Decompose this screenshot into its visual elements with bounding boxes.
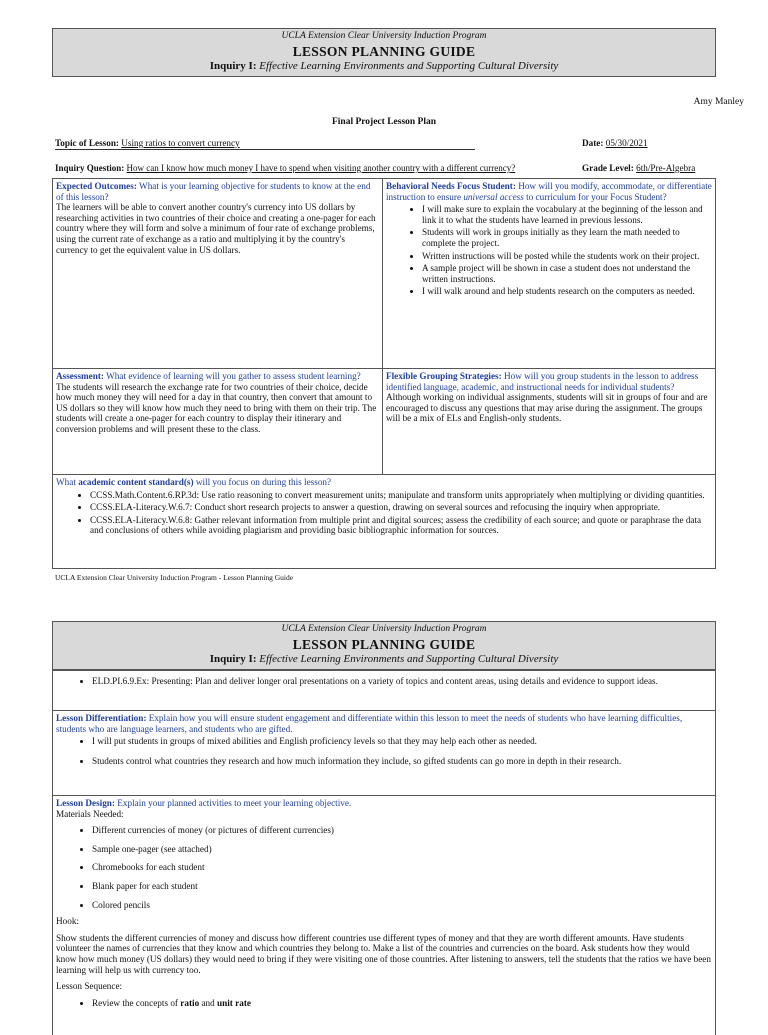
behavioral-prompt-em: universal access [463, 191, 524, 202]
hook-body: Show students the different currencies of money and discuss how different countries use different types of money and that they are worth different amounts. Have students volunteer the names of currencies that they know and which countries they belong to. Make a list of the countries and currencies on the board. Ask students how they would know how much money (US dollars) they would need to bring if they were visiting one of those countries. After listening to answers, tell the students that the ratios we have been learning will help us with currency too. [56, 932, 711, 975]
page-title-2: LESSON PLANNING GUIDE [292, 637, 476, 652]
lesson-design-prompt: Explain your planned activities to meet your learning objective. [117, 798, 352, 808]
topic-label: Topic of Lesson: [55, 138, 119, 148]
inquiry-question-label: Inquiry Question: [55, 163, 125, 173]
differentiation-prompt: Explain how you will ensure student engagement and differentiate within this lesson to meet the needs of students who have learning difficulties, students who are language learners, and students who are gifted. [56, 713, 683, 734]
hook-label: Hook: [56, 916, 79, 927]
list-item: • ELD.PI.6.9.Ex: Presenting: Plan and deliver longer oral presentations on a variety of topics and content areas, using details and evidence to support ideas. [92, 676, 712, 687]
behavioral-prompt-a: How will you modify, accommodate, or differentiate instruction to ensure [386, 181, 712, 202]
expected-outcomes-body: The learners will be able to convert another country's currency into US dollars by researching activities in two countries of their choice and creating a one-pager for each country where they will form and solve a minimum of four rate of exchange problems, using the current rate of exchange as a ratio and multiplying it by the country's currency to get the equivalent value in US dollars. [56, 202, 376, 255]
topic-value: Using ratios to convert currency [121, 138, 240, 148]
list-item: • CCSS.ELA-Literacy.W.6.7: Conduct short research projects to answer a question, drawing on several sources and refocusing the inquiry when appropriate. [90, 502, 712, 513]
sequence-label: Lesson Sequence: [56, 981, 123, 992]
standards-cell [52, 474, 716, 569]
date-label: Date: [582, 138, 604, 148]
list-item: • Students will work in groups initially as they learn the math needed to complete the project. [422, 227, 712, 248]
grouping-prompt: How will you group students in the lesson to address identified language, academic, and instructional needs for individual students? [386, 371, 699, 392]
behavioral-label: Behavioral Needs Focus Student: [386, 181, 516, 191]
assessment-prompt: What evidence of learning will you gather to assess student learning? [106, 371, 361, 381]
date-value: 05/30/2021 [605, 138, 648, 148]
inquiry-question-line [55, 163, 515, 174]
behavioral-list [386, 204, 712, 297]
list-item: • Review the concepts of ratio and unit rate [92, 998, 712, 1009]
list-item: • CCSS.Math.Content.6.RP.3d: Use ratio reasoning to convert measurement units; manipulate and transform units appropriately when multiplying or dividing quantities. [90, 490, 712, 501]
program-name: UCLA Extension Clear University Induction Program [281, 31, 487, 41]
page2-header-box [52, 621, 716, 670]
differentiation-label: Lesson Differentiation: [56, 713, 147, 723]
materials-label: Materials Needed: [56, 808, 124, 819]
assessment-body: The students will research the exchange rate for two countries of their choice, decide how much money they will need for a day in that country, then convert that amount to US dollars so they will know how much they need to bring with them on their trip. The students will create a one-pager for each country to display their itinerary and conversion problems and will present these to the class. [56, 381, 377, 434]
page-footer: UCLA Extension Clear University Induction Program - Lesson Planning Guide [55, 573, 294, 582]
inquiry-line-2: Inquiry I: Effective Learning Environments and Supporting Cultural Diversity [209, 653, 559, 665]
grouping-cell [382, 368, 716, 475]
differentiation-list [56, 736, 712, 766]
assessment-label: Assessment: [56, 371, 104, 381]
grade-value: 6th/Pre-Algebra [636, 163, 696, 173]
inquiry-question-value: How can I know how much money I have to spend when visiting another country with a different currency? [126, 163, 516, 173]
plan-title: Final Project Lesson Plan [331, 117, 437, 127]
list-item: • I will walk around and help students research on the computers as needed. [422, 286, 712, 297]
topic-line [55, 138, 475, 150]
sequence-list [56, 998, 712, 1009]
list-item: • Sample one-pager (see attached) [92, 844, 712, 855]
list-item: • Colored pencils [92, 900, 712, 911]
behavioral-prompt-b: to curriculum for your Focus Student? [526, 191, 667, 202]
differentiation-cell [52, 710, 716, 796]
lesson-design-cell [52, 795, 716, 1035]
standards-list [56, 490, 712, 536]
lesson-design-label: Lesson Design: [56, 798, 115, 808]
grouping-body: Although working on individual assignments, students will sit in groups of four and are encouraged to discuss any questions that may arise during the assignment. The groups will be a mix of ELs and English-only students. [386, 392, 708, 424]
expected-outcomes-cell [52, 178, 383, 369]
assessment-cell [52, 368, 383, 475]
list-item: • I will make sure to explain the vocabulary at the beginning of the lesson and link it to what the students have learned in previous lessons. [422, 204, 712, 225]
eld-standard-cell [52, 670, 716, 711]
list-item: • Different currencies of money (or pictures of different currencies) [92, 825, 712, 836]
grouping-label: Flexible Grouping Strategies: [386, 371, 502, 381]
standards-prompt-bold: academic content standard(s) [78, 477, 194, 487]
expected-outcomes-label: Expected Outcomes: [56, 181, 137, 191]
inquiry-line: Inquiry I: Effective Learning Environments and Supporting Cultural Diversity [209, 60, 559, 72]
list-item: • CCSS.ELA-Literacy.W.6.8: Gather relevant information from multiple print and digital sources; assess the credibility of each source; and quote or paraphrase the data and conclusions of others while avoiding plagiarism and providing basic bibliographic information for sources. [90, 515, 712, 536]
expected-outcomes-prompt: What is your learning objective for students to know at the end of this lesson? [56, 181, 371, 202]
page1-header-box [52, 28, 716, 77]
standards-prompt-a: What [56, 477, 76, 487]
list-item: • I will put students in groups of mixed abilities and English proficiency levels so that they may help each other as needed. [92, 736, 712, 747]
list-item: • Students control what countries they research and how much information they include, so gifted students can go more in depth in their research. [92, 756, 712, 767]
list-item: • Blank paper for each student [92, 881, 712, 892]
date-line [582, 138, 648, 149]
materials-list [56, 825, 712, 910]
grade-line [582, 163, 695, 174]
page-title: LESSON PLANNING GUIDE [292, 44, 476, 59]
author-name: Amy Manley [693, 97, 744, 107]
eld-list [56, 676, 712, 687]
list-item: • Chromebooks for each student [92, 862, 712, 873]
grade-label: Grade Level: [582, 163, 634, 173]
list-item: • Written instructions will be posted while the students work on their project. [422, 251, 712, 262]
behavioral-needs-cell [382, 178, 716, 369]
program-name-2: UCLA Extension Clear University Induction Program [281, 624, 487, 634]
standards-prompt-b: will you focus on during this lesson? [195, 477, 332, 487]
list-item: • A sample project will be shown in case a student does not understand the written instructions. [422, 263, 712, 284]
